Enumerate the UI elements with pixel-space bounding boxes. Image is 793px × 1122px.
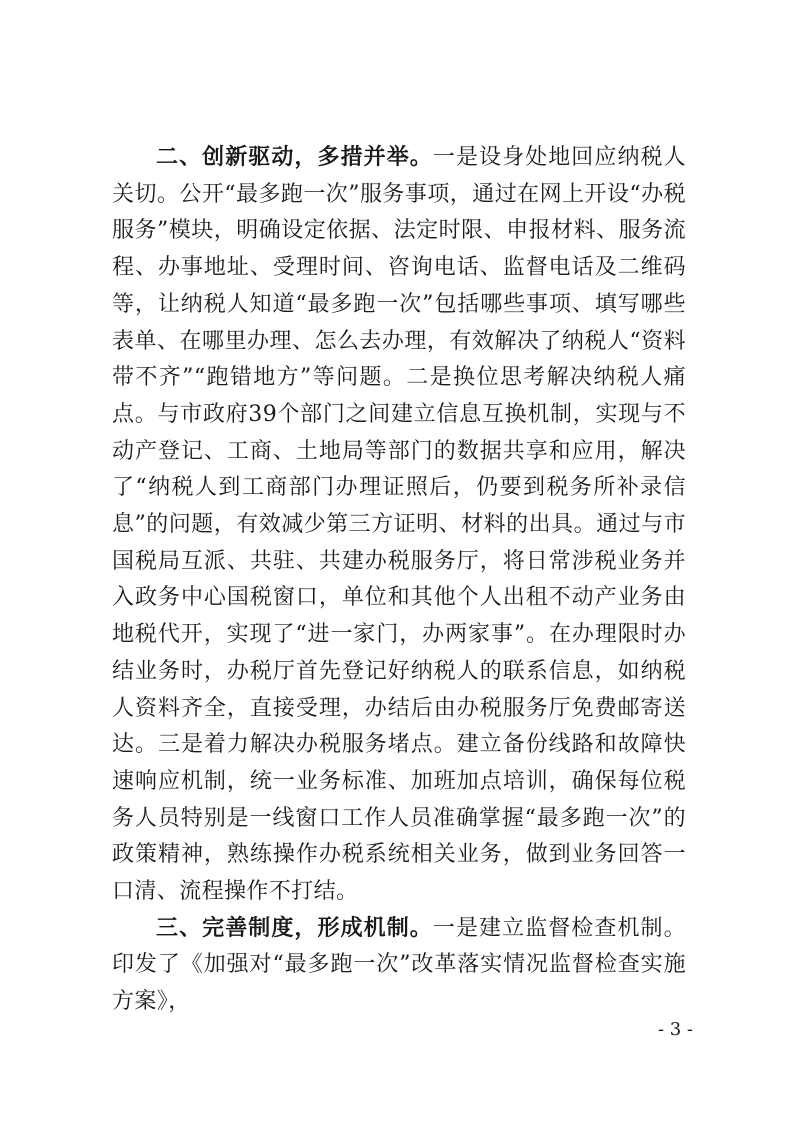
page-number: - 3 - xyxy=(657,1019,693,1040)
body-text xyxy=(112,140,686,1021)
paragraph-innovation xyxy=(112,140,686,911)
paragraph-heading: 三、完善制度，形成机制。 xyxy=(156,915,433,941)
paragraph-heading: 二、创新驱动，多措并举。 xyxy=(156,145,433,170)
paragraph-body: 一是设身处地回应纳税人关切。公开“最多跑一次”服务事项，通过在网上开设“办税服务”模块，明确设定依据、法定时限、申报材料、服务流程、办事地址、受理时间、咨询电话、监督电话及二维码等，让纳税人知道“最多跑一次”包括哪些事项、填写哪些表单、在哪里办理、怎么去办理，有效解决了纳税人“资料带不齐”“跑错地方”等问题。二是换位思考解决纳税人痛点。与市政府39个部门之间建立信息互换机制，实现与不动产登记、工商、土地局等部门的数据共享和应用，解决了“纳税人到工商部门办理证照后，仍要到税务所补录信息”的问题，有效减少第三方证明、材料的出具。通过与市国税局互派、共驻、共建办税服务厅，将日常涉税业务并入政务中心国税窗口，单位和其他个人出租不动产业务由地税代开，实现了“进一家门，办两家事”。在办理限时办结业务时，办税厅首先登记好纳税人的联系信息，如纳税人资料齐全，直接受理，办结后由办税服务厅免费邮寄送达。三是着力解决办税服务堵点。建立备份线路和故障快速响应机制，统一业务标准、加班加点培训，确保每位税务人员特别是一线窗口工作人员准确掌握“最多跑一次”的政策精神，熟练操作办税系统相关业务，做到业务回答一口清、流程操作不打结。 xyxy=(112,145,686,905)
paragraph-body: 一是建立监督检查机制。印发了《加强对“最多跑一次”改革落实情况监督检查实施方案》， xyxy=(112,915,686,1015)
paragraph-system xyxy=(112,911,686,1021)
